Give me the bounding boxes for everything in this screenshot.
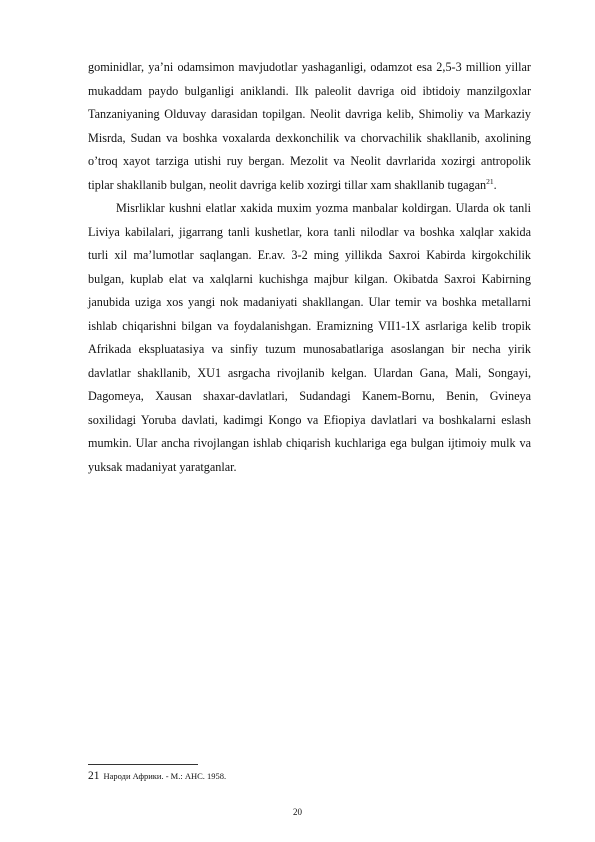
page-number: 20 [293, 807, 302, 817]
body-text [88, 56, 531, 479]
paragraph-1-tail: . [493, 177, 497, 192]
footnote [88, 766, 531, 784]
footnote-number: 21 [88, 770, 100, 782]
paragraph-2 [88, 197, 531, 479]
paragraph-2-text: Misrliklar kushni elatlar xakida muxim yozma manbalar koldirgan. Ularda ok tanli Liviya kabilalari, jigarrang tanli kushetlar, kora tanli nilodlar va boshka xalqlar xakida turli xil ma’lumotlar saqlangan. Er.av. 3-2 ming yillikda Saxroi Kabirda kirgokchilik bulgan, kuplab elat va xalqlarni kuchishga majbur kilgan. Okibatda Saxroi Kabirning janubida uziga xos yangi nok madaniyati shakllangan. Ular temir va boshka metallarni ishlab chiqarishni bilgan va foydalanishgan. Eramizning VII1-1X asrlariga kelib tropik Afrikada ekspluatasiya va sinfiy tuzum munosabatlariga asoslangan bir necha yirik davlatlar shakllanib, XU1 asrgacha rivojlanib kelgan. Ulardan Gana, Mali, Songayi, Dagomeya, Xausan shaxar-davlatlari, Sudandagi Kanem-Bornu, Benin, Gvineya soxilidagi Yoruba davlati, kadimgi Kongo va Efiopiya davlatlari va boshkalarni eslash mumkin. Ular ancha rivojlangan ishlab chiqarish kuchlariga ega bulgan ijtimoiy mulk va yuksak madaniyat yaratganlar. [88, 201, 531, 474]
footnote-reference[interactable]: 21 [486, 176, 494, 186]
footnote-separator [88, 764, 198, 765]
paragraph-1 [88, 56, 531, 197]
footnote-text: Народи Африки. - М.: АНС. 1958. [103, 771, 227, 781]
paragraph-1-text: gominidlar, ya’ni odamsimon mavjudotlar yashaganligi, odamzot esa 2,5-3 million yillar mukaddam paydo bulganligi aniklandi. Ilk paleolit davriga oid ibtidoiy manzilgoxlar Tanzaniyaning Olduvay darasidan topilgan. Neolit davriga kelib, Shimoliy va Markaziy Misrda, Sudan va boshka voxalarda dexkonchilik va chorvachilik shakllanib, axolining o’troq xayot tarziga utishi ruy bergan. Mezolit va Neolit davrlarida xozirgi antropolik tiplar shakllanib bulgan, neolit davriga kelib xozirgi tillar xam shakllanib tugagan [88, 60, 531, 192]
